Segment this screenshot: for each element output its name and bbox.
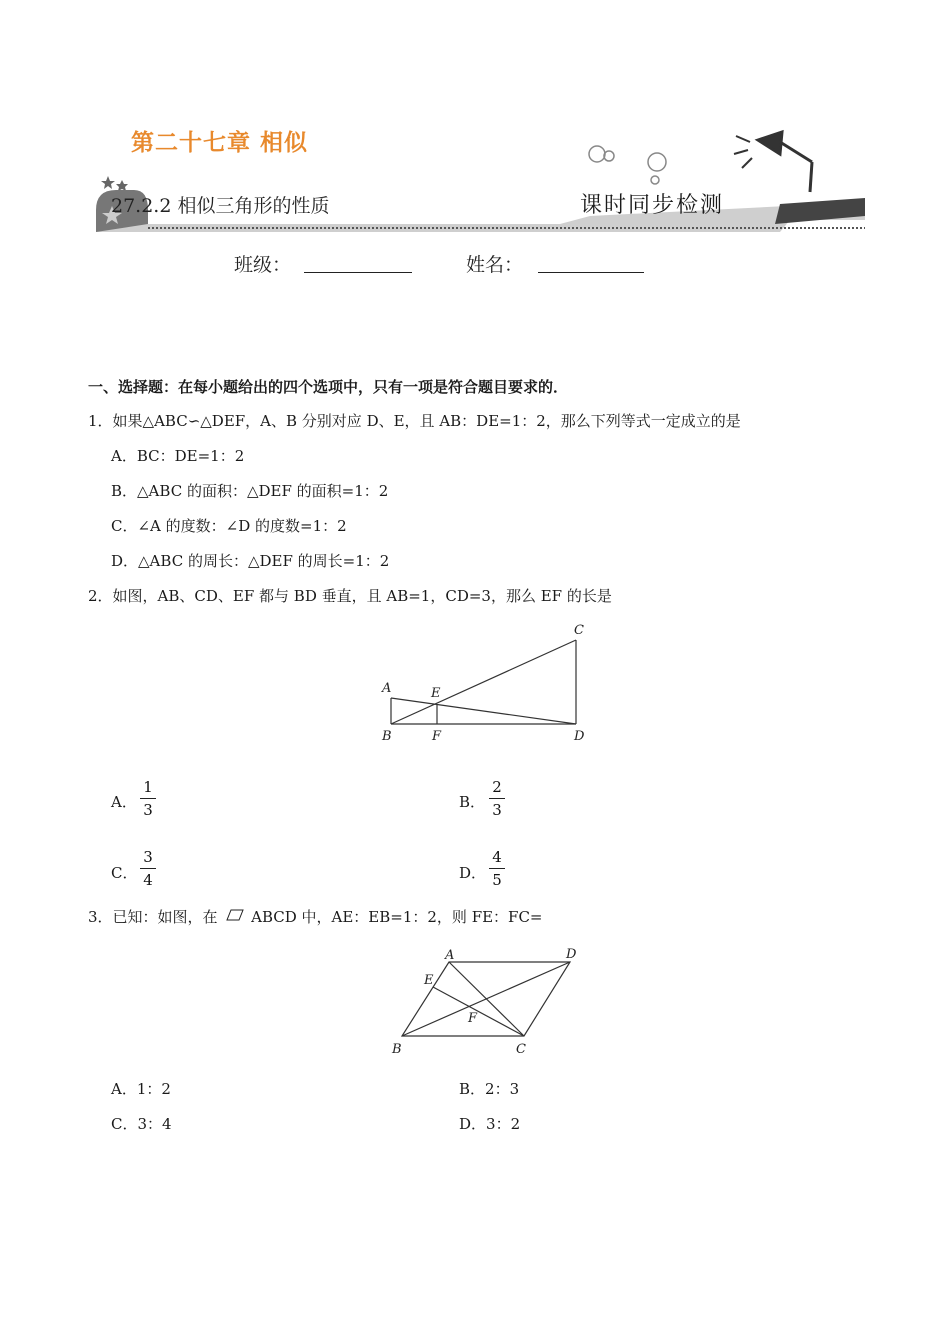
segment-ec (433, 987, 524, 1036)
q2-figure (376, 618, 596, 746)
q3-figure (388, 942, 588, 1058)
q2-option-d-letter[interactable]: D． (459, 864, 487, 882)
label-b: B (382, 729, 392, 744)
label-f: F (432, 729, 442, 744)
q1-stem: 1．如果△ABC∽△DEF，A、B 分别对应 D、E，且 AB：DE=1：2，那么下列等式一定成立的是 (88, 412, 741, 430)
section-title: 27.2.2 相似三角形的性质 (111, 195, 330, 217)
q2-option-c-fraction[interactable]: 3 4 (140, 847, 156, 890)
name-field[interactable] (538, 246, 644, 273)
label-e: E (424, 973, 434, 988)
q1-option-c[interactable]: C．∠A 的度数：∠D 的度数=1：2 (111, 517, 347, 535)
q2-option-c-letter[interactable]: C． (111, 864, 138, 882)
class-field[interactable] (304, 246, 412, 273)
q3-stem-prefix: 3．已知：如图，在 (88, 908, 218, 926)
q2-option-a-letter[interactable]: A． (111, 793, 137, 811)
label-c: C (516, 1042, 526, 1057)
q3-stem (88, 906, 543, 927)
section-heading: 一、选择题：在每小题给出的四个选项中，只有一项是符合题目要求的． (88, 378, 569, 396)
q1-option-a[interactable]: A．BC：DE=1：2 (111, 447, 245, 465)
q3-option-c[interactable]: C．3：4 (111, 1115, 172, 1133)
q3-stem-suffix: ABCD 中，AE：EB=1：2，则 FE：FC= (251, 908, 543, 926)
label-d: D (566, 947, 577, 962)
name-label: 姓名： (466, 254, 524, 276)
header-banner (90, 120, 865, 238)
bubble-decoration (651, 176, 659, 184)
label-e: E (431, 686, 441, 701)
q1-option-b[interactable]: B．△ABC 的面积：△DEF 的面积=1：2 (111, 482, 389, 500)
q3-option-a[interactable]: A．1：2 (111, 1080, 171, 1098)
chapter-title: 第二十七章 相似 (131, 130, 309, 156)
label-d: D (574, 729, 585, 744)
label-a: A (382, 681, 392, 696)
q3-option-b[interactable]: B．2：3 (459, 1080, 520, 1098)
q3-option-d[interactable]: D．3：2 (459, 1115, 521, 1133)
label-b: B (392, 1042, 402, 1057)
q2-option-b-fraction[interactable]: 2 3 (489, 777, 505, 820)
q2-option-a-fraction[interactable]: 1 3 (140, 777, 156, 820)
label-c: C (574, 623, 584, 638)
banner-right-dark (775, 198, 865, 224)
class-label: 班级： (234, 254, 292, 276)
q2-stem: 2．如图，AB、CD、EF 都与 BD 垂直，且 AB=1，CD=3，那么 EF 的长是 (88, 587, 612, 605)
q2-option-d-fraction[interactable]: 4 5 (489, 847, 505, 890)
banner-label: 课时同步检测 (580, 193, 725, 218)
bubble-decoration (589, 146, 605, 162)
q2-option-b-letter[interactable]: B． (459, 793, 486, 811)
parallelogram-icon (226, 909, 244, 921)
label-a: A (445, 948, 455, 963)
diagonal-ac (449, 962, 524, 1036)
q1-option-d[interactable]: D．△ABC 的周长：△DEF 的周长=1：2 (111, 552, 390, 570)
label-f: F (468, 1011, 478, 1026)
bubble-decoration (648, 153, 666, 171)
desk-lamp-icon (734, 132, 812, 192)
